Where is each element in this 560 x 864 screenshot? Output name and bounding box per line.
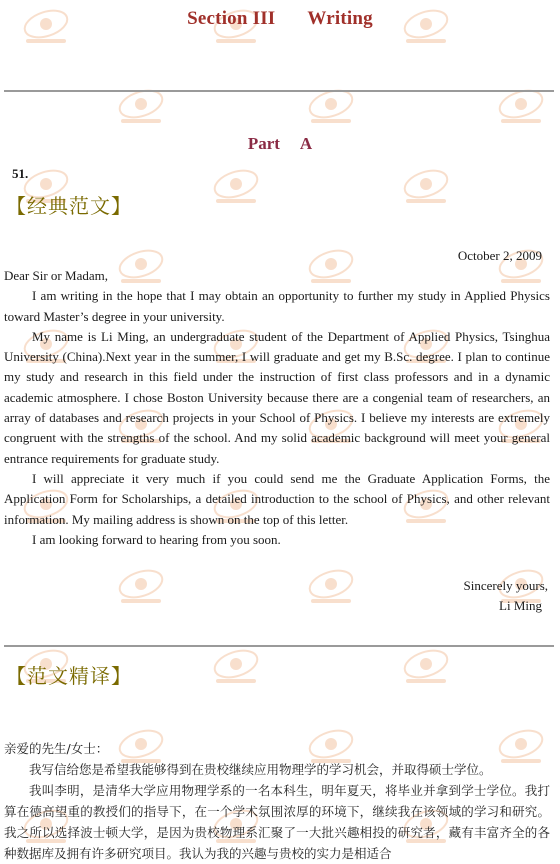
translation-paragraph: 我写信给您是希望我能够得到在贵校继续应用物理学的学习机会，并取得硕士学位。 [29,762,492,777]
logo-watermark-icon [400,168,452,208]
section-title [0,8,560,30]
letter-paragraph: I will appreciate it very much if you could send me the Graduate Application Forms, the Application Form for Scholarships, a detailed introduction to the school of Physics, and other relevant information. My mailing address is shown on the top of this letter. [4,470,550,527]
part-label: Part [247,134,280,153]
letter-closing-block [464,576,548,616]
question-number: 51. [12,166,29,181]
logo-watermark-icon [115,88,167,128]
letter-closing: Sincerely yours, [463,578,548,593]
logo-watermark-icon [305,88,357,128]
letter-date: October 2, 2009 [457,248,542,263]
letter-paragraph: I am writing in the hope that I may obtain an opportunity to further my study in Applied Physics toward Master’s degree in your university. [4,288,550,324]
divider-bottom [4,645,554,647]
letter-paragraph: My name is Li Ming, an undergraduate student of the Department of Applied Physics, Tsinghua University (China).Next year in the summer, I will graduate and get my B.Sc. degree. I plan to continue my study and research in this field under the instruction of first class professors and in a dynamic academic atmosphere. I chose Boston University because there are a congenial team of researchers, an array of databases and research projects in your School of Physics. I believe my interests are extremely congruent with the strengths of the school. And my solid academic background will meet your general entrance requirements for graduate study. [4,328,550,466]
letter-paragraph: I am looking forward to hearing from you soon. [32,531,281,547]
logo-watermark-icon [115,568,167,608]
part-letter: A [299,134,313,153]
logo-watermark-icon [400,648,452,688]
logo-watermark-icon [210,168,262,208]
part-title [0,134,560,154]
letter-signature: Li Ming [499,598,542,613]
logo-watermark-icon [305,568,357,608]
divider-top [4,90,554,92]
section-label: Section III [187,8,276,29]
section-name: Writing [307,8,373,29]
translation-salutation: 亲爱的先生/女士： [4,741,109,756]
letter-salutation: Dear Sir or Madam, [4,268,108,283]
logo-watermark-icon [495,88,547,128]
model-essay-heading: 【经典范文】 [6,194,132,218]
translation-paragraph: 我叫李明，是清华大学应用物理学系的一名本科生，明年夏天，将毕业并拿到学士学位。我打算在德高望重的教授们的指导下，在一个学术氛围浓厚的环境下，继续我在该领域的学习和研究。我之所以选择波士顿大学，是因为贵校物理系汇聚了一大批兴趣相投的研究者，藏有丰富齐全的各种数据库及拥有许多研究项目。我认为我的兴趣与贵校的实力是相适合 [4,783,550,861]
logo-watermark-icon [210,648,262,688]
letter-body [4,266,550,550]
translation-heading: 【范文精译】 [6,664,132,688]
translation-body [4,738,550,864]
